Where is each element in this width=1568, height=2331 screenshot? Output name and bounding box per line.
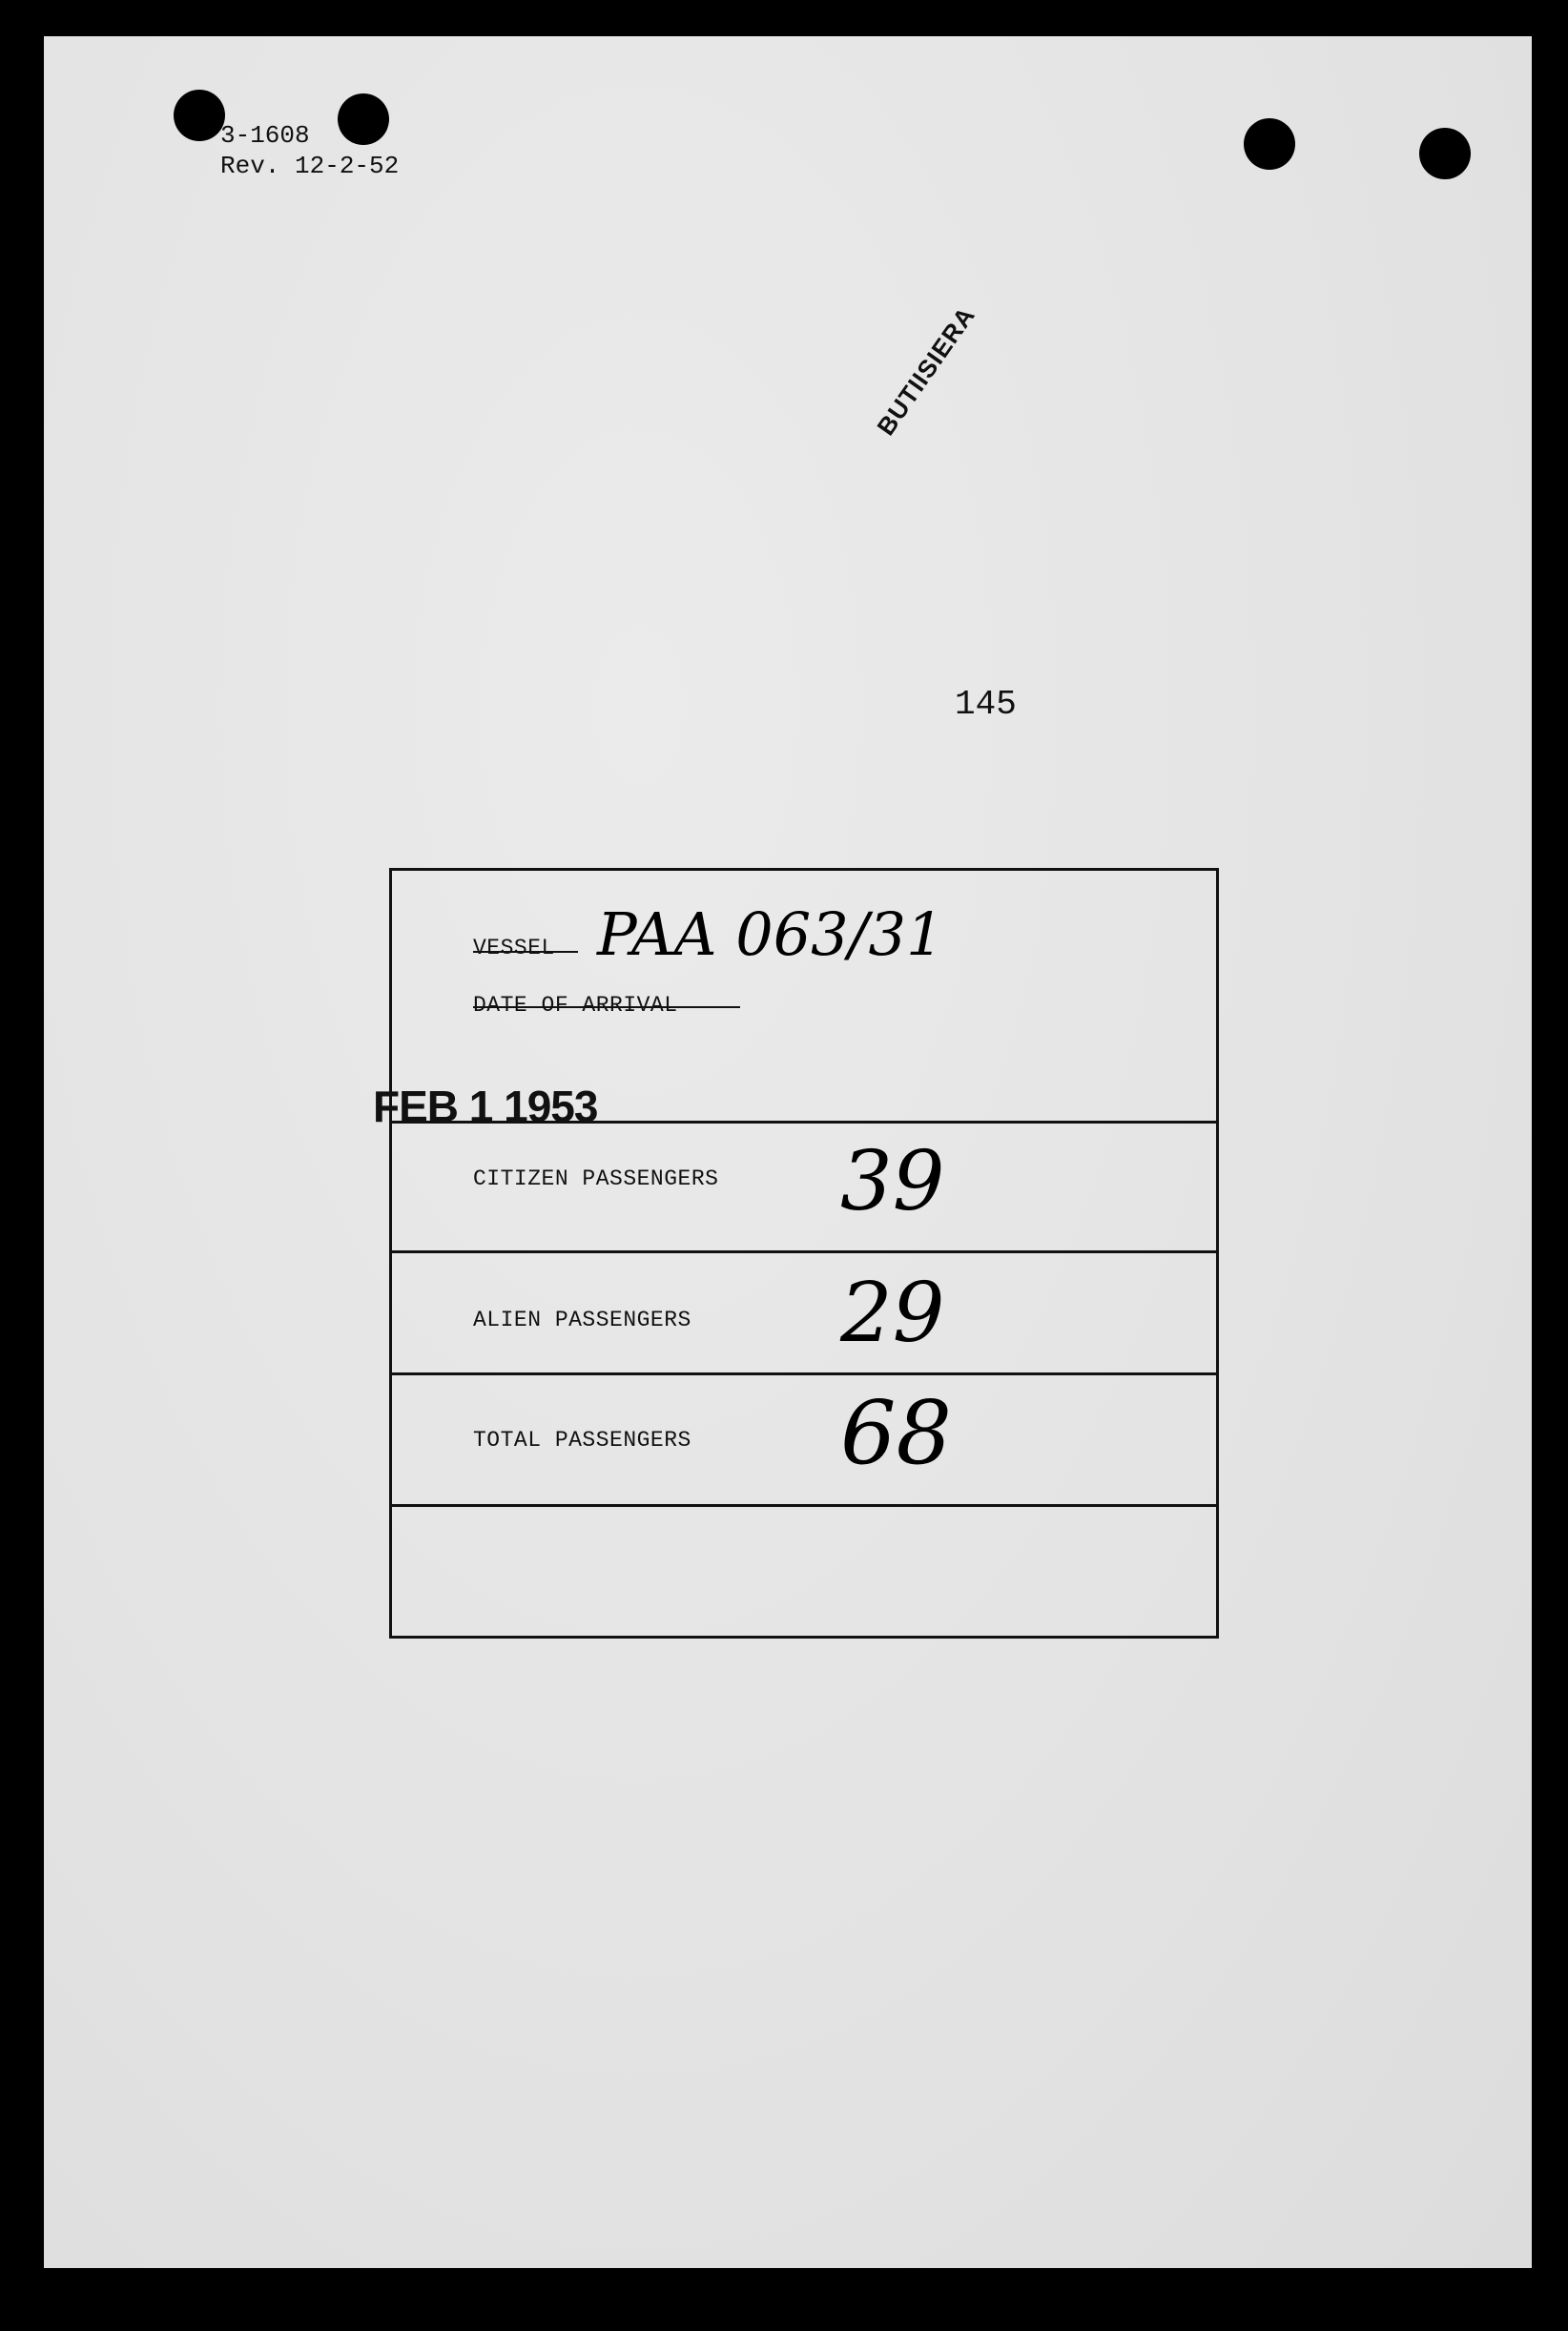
total-value: 68 — [840, 1382, 953, 1484]
punch-hole — [1419, 128, 1471, 179]
form-number: 3-1608 — [220, 121, 310, 150]
divider — [392, 1372, 1216, 1375]
alien-value: 29 — [840, 1266, 945, 1361]
date-label: DATE OF ARRIVAL — [473, 993, 678, 1018]
alien-label: ALIEN PASSENGERS — [473, 1308, 691, 1332]
divider — [392, 1250, 1216, 1253]
punch-hole — [174, 90, 225, 141]
total-label: TOTAL PASSENGERS — [473, 1428, 691, 1453]
vessel-label: VESSEL — [473, 936, 555, 960]
form-identifier — [220, 120, 399, 181]
citizen-label: CITIZEN PASSENGERS — [473, 1166, 719, 1191]
document-page — [44, 36, 1532, 2268]
date-underline — [473, 1006, 740, 1008]
rotated-stamp: BUTIISIERA — [871, 300, 981, 441]
divider — [392, 1504, 1216, 1507]
vessel-underline — [473, 951, 578, 953]
arrival-card — [373, 868, 1219, 1639]
citizen-value: 39 — [840, 1134, 945, 1229]
punch-hole — [1244, 118, 1295, 170]
page-number: 145 — [955, 685, 1017, 724]
vessel-value: PAA 063/31 — [597, 899, 944, 969]
date-of-arrival-stamp: FEB 1 1953 — [373, 1082, 598, 1131]
card-header-section — [373, 871, 1216, 1131]
divider — [392, 1121, 1216, 1124]
form-revision: Rev. 12-2-52 — [220, 152, 400, 180]
